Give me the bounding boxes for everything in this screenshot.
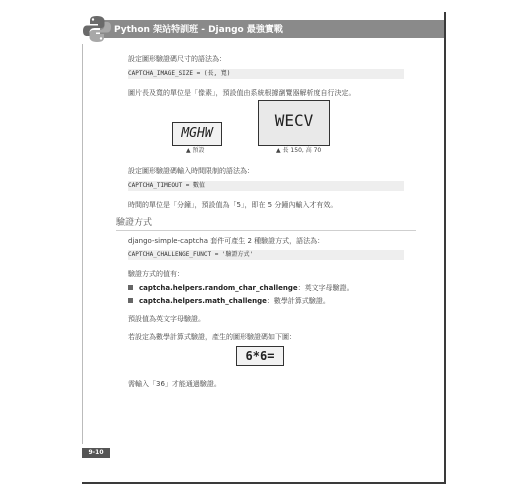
section-heading: 驗證方式 [116, 218, 153, 228]
left-margin-rule [82, 44, 83, 444]
paragraph: 預設值為英文字母驗證。 [128, 315, 205, 323]
python-logo-icon [82, 14, 112, 44]
list-item [128, 296, 330, 306]
code-block: CAPTCHA_TIMEOUT = 數值 [128, 181, 404, 191]
bullet-square-icon [128, 298, 133, 303]
option-description: ：英文字母驗證。 [297, 284, 354, 292]
page-header [82, 14, 444, 44]
captcha-math-image: 6*6= [236, 346, 284, 366]
code-block: CAPTCHA_CHALLENGE_FUNCT = '驗證方式' [128, 250, 404, 260]
section-divider [116, 230, 416, 231]
paragraph: 驗證方式的值有： [128, 270, 184, 278]
header-title: Python 架站特訓班 - Django 最強實戰 [114, 25, 283, 35]
paragraph: 圖片長及寬的單位是「像素」，預設值由系統根據瀏覽器解析度自行決定。 [128, 89, 356, 97]
option-description: ：數學計算式驗證。 [266, 297, 330, 305]
paragraph: 設定圖形驗證碼輸入時間限制的語法為： [128, 167, 254, 175]
paragraph: django-simple-captcha 套件可產生 2 種驗證方式，語法為： [128, 237, 325, 245]
paragraph: 時間的單位是「分鐘」，預設值為「5」，即在 5 分鐘內輸入才有效。 [128, 201, 338, 209]
image-caption: ▲ 預設 [186, 147, 205, 154]
paragraph: 設定圖形驗證碼尺寸的語法為： [128, 55, 226, 63]
list-item [128, 283, 354, 293]
option-name: captcha.helpers.random_char_challenge [139, 284, 298, 292]
image-caption: ▲ 長 150, 高 70 [276, 147, 322, 154]
captcha-default-image: MGHW [172, 122, 222, 146]
paragraph: 若設定為數學計算式驗證，產生的圖形驗證碼如下圖： [128, 333, 296, 341]
page-frame [82, 12, 446, 484]
captcha-large-image: WECV [258, 100, 330, 146]
page-number: 9-10 [82, 448, 110, 458]
option-name: captcha.helpers.math_challenge [139, 297, 267, 305]
bullet-square-icon [128, 285, 133, 290]
code-block: CAPTCHA_IMAGE_SIZE = (長, 寬) [128, 69, 404, 79]
paragraph: 需輸入「36」才能通過驗證。 [128, 380, 221, 388]
